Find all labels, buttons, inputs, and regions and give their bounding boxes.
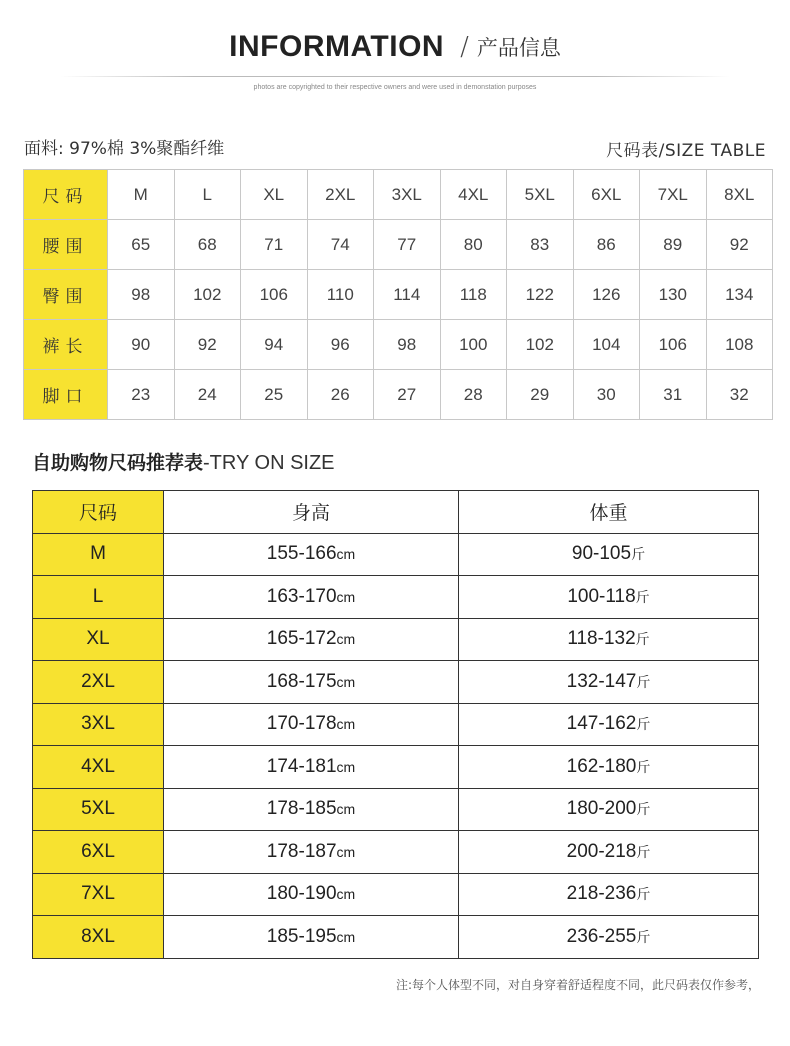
header — [0, 30, 790, 70]
try-on-height — [164, 576, 459, 619]
try-on-row — [33, 533, 759, 576]
size-table-cell: 23 — [108, 370, 175, 420]
height-unit: cm — [336, 928, 356, 945]
size-table-cell: 114 — [374, 270, 441, 320]
size-table-row — [24, 170, 773, 220]
size-table-cell: 26 — [307, 370, 374, 420]
size-table-cell: 65 — [108, 220, 175, 270]
try-on-weight — [459, 703, 759, 746]
size-table-row-label: 腰围 — [24, 220, 108, 270]
weight-value: 180-200 — [566, 798, 637, 820]
size-table-cell: 98 — [108, 270, 175, 320]
try-on-row — [33, 618, 759, 661]
weight-unit: 斤 — [636, 673, 651, 690]
try-on-size: 5XL — [33, 788, 164, 831]
height-value: 185-195 — [266, 925, 337, 947]
try-on-height — [164, 618, 459, 661]
try-on-size: M — [33, 533, 164, 576]
try-on-weight — [459, 661, 759, 704]
size-table-cell: 110 — [307, 270, 374, 320]
size-table-cell: 134 — [706, 270, 773, 320]
size-table-cell: 90 — [108, 320, 175, 370]
size-table-cell: 6XL — [573, 170, 640, 220]
height-value: 170-178 — [266, 713, 337, 735]
size-table-cell: 4XL — [440, 170, 507, 220]
size-table-cell: 80 — [440, 220, 507, 270]
size-table-cell: XL — [241, 170, 308, 220]
try-on-row — [33, 746, 759, 789]
size-table-row-label: 臀围 — [24, 270, 108, 320]
try-on-title-cn: 自助购物尺码推荐表 — [32, 452, 204, 474]
try-on-header-row — [33, 491, 759, 534]
height-value: 178-187 — [266, 840, 337, 862]
size-table-cell: 126 — [573, 270, 640, 320]
height-unit: cm — [336, 886, 356, 903]
try-on-weight — [459, 916, 759, 959]
try-on-height — [164, 916, 459, 959]
size-table-cell: 86 — [573, 220, 640, 270]
try-on-height — [164, 533, 459, 576]
size-table-row — [24, 220, 773, 270]
size-table-cell: 100 — [440, 320, 507, 370]
weight-unit: 斤 — [636, 801, 651, 818]
height-value: 165-172 — [266, 628, 337, 650]
try-on-weight — [459, 873, 759, 916]
height-value: 155-166 — [266, 543, 337, 565]
height-value: 168-175 — [266, 670, 337, 692]
try-on-row — [33, 576, 759, 619]
try-on-column-header: 体重 — [459, 491, 759, 534]
weight-unit: 斤 — [636, 928, 651, 945]
try-on-size: XL — [33, 618, 164, 661]
weight-unit: 斤 — [636, 758, 651, 775]
try-on-height — [164, 746, 459, 789]
weight-value: 200-218 — [566, 840, 637, 862]
try-on-height — [164, 703, 459, 746]
title-separator: / — [460, 32, 469, 62]
height-unit: cm — [336, 631, 356, 648]
try-on-row — [33, 661, 759, 704]
size-table-cell: 118 — [440, 270, 507, 320]
size-table-row-label: 尺码 — [24, 170, 108, 220]
try-on-column-header: 尺码 — [33, 491, 164, 534]
size-table-cell: 106 — [640, 320, 707, 370]
try-on-weight — [459, 831, 759, 874]
size-table-cell: M — [108, 170, 175, 220]
weight-value: 218-236 — [566, 883, 637, 905]
size-table-row-label: 脚口 — [24, 370, 108, 420]
size-table-cell: 27 — [374, 370, 441, 420]
size-table-cell: 98 — [374, 320, 441, 370]
size-table-cell: 74 — [307, 220, 374, 270]
try-on-weight — [459, 746, 759, 789]
size-table-cell: 28 — [440, 370, 507, 420]
try-on-weight — [459, 576, 759, 619]
try-on-height — [164, 788, 459, 831]
size-table-cell: 8XL — [706, 170, 773, 220]
size-table-cell: 108 — [706, 320, 773, 370]
size-table-cell: 29 — [507, 370, 574, 420]
size-table-cell: 2XL — [307, 170, 374, 220]
weight-value: 100-118 — [567, 585, 636, 607]
try-on-height — [164, 831, 459, 874]
size-table-cell: 71 — [241, 220, 308, 270]
height-unit: cm — [336, 673, 356, 690]
weight-unit: 斤 — [635, 588, 650, 605]
try-on-title-en: -TRY ON SIZE — [203, 452, 335, 474]
size-table-cell: 130 — [640, 270, 707, 320]
try-on-row — [33, 916, 759, 959]
weight-value: 118-132 — [567, 628, 636, 650]
weight-unit: 斤 — [636, 843, 651, 860]
weight-value: 236-255 — [566, 925, 637, 947]
size-table-cell: 32 — [706, 370, 773, 420]
try-on-row — [33, 703, 759, 746]
page-title: INFORMATION — [229, 30, 445, 63]
size-table-cell: 102 — [174, 270, 241, 320]
height-unit: cm — [336, 546, 356, 563]
size-table-cell: L — [174, 170, 241, 220]
try-on-height — [164, 873, 459, 916]
copyright-note: photos are copyrighted to their respective owners and were used in demonstation purposes — [253, 84, 537, 91]
size-table-cell: 102 — [507, 320, 574, 370]
size-table-cell: 104 — [573, 320, 640, 370]
size-table-cell: 68 — [174, 220, 241, 270]
height-value: 163-170 — [266, 585, 337, 607]
size-table-row-label: 裤长 — [24, 320, 108, 370]
size-table-cell: 106 — [241, 270, 308, 320]
try-on-weight — [459, 533, 759, 576]
size-table — [23, 169, 773, 420]
try-on-row — [33, 788, 759, 831]
size-table-cell: 83 — [507, 220, 574, 270]
try-on-size: 3XL — [33, 703, 164, 746]
try-on-size: L — [33, 576, 164, 619]
weight-unit: 斤 — [636, 886, 651, 903]
try-on-size: 2XL — [33, 661, 164, 704]
size-table-row — [24, 370, 773, 420]
size-table-cell: 92 — [706, 220, 773, 270]
weight-unit: 斤 — [636, 716, 651, 733]
size-table-cell: 30 — [573, 370, 640, 420]
size-table-row — [24, 270, 773, 320]
height-unit: cm — [336, 588, 356, 605]
weight-value: 162-180 — [566, 755, 637, 777]
try-on-weight — [459, 788, 759, 831]
try-on-size: 6XL — [33, 831, 164, 874]
try-on-row — [33, 831, 759, 874]
size-table-row — [24, 320, 773, 370]
size-table-cell: 31 — [640, 370, 707, 420]
height-unit: cm — [336, 801, 356, 818]
size-table-cell: 77 — [374, 220, 441, 270]
size-table-cell: 3XL — [374, 170, 441, 220]
try-on-weight — [459, 618, 759, 661]
size-table-cell: 92 — [174, 320, 241, 370]
size-table-cell: 7XL — [640, 170, 707, 220]
footnote: 注:每个人体型不同，对自身穿着舒适程度不同，此尺码表仅作参考， — [395, 978, 760, 992]
height-value: 180-190 — [266, 883, 337, 905]
size-table-cell: 24 — [174, 370, 241, 420]
height-unit: cm — [336, 843, 356, 860]
try-on-size: 7XL — [33, 873, 164, 916]
header-divider — [60, 76, 730, 77]
size-table-cell: 122 — [507, 270, 574, 320]
weight-unit: 斤 — [631, 546, 646, 563]
size-table-cell: 5XL — [507, 170, 574, 220]
try-on-table — [32, 490, 759, 959]
size-table-cell: 94 — [241, 320, 308, 370]
size-table-cell: 25 — [241, 370, 308, 420]
height-value: 178-185 — [266, 798, 337, 820]
height-unit: cm — [336, 758, 356, 775]
try-on-column-header: 身高 — [164, 491, 459, 534]
try-on-height — [164, 661, 459, 704]
weight-value: 132-147 — [566, 670, 637, 692]
size-table-title: 尺码表/SIZE TABLE — [606, 141, 766, 161]
size-table-cell: 96 — [307, 320, 374, 370]
page-subtitle: 产品信息 — [476, 36, 561, 60]
weight-unit: 斤 — [635, 631, 650, 648]
height-unit: cm — [336, 716, 356, 733]
weight-value: 147-162 — [566, 713, 637, 735]
try-on-title — [32, 448, 335, 475]
height-value: 174-181 — [266, 755, 337, 777]
size-table-cell: 89 — [640, 220, 707, 270]
try-on-size: 8XL — [33, 916, 164, 959]
weight-value: 90-105 — [571, 543, 632, 565]
try-on-row — [33, 873, 759, 916]
fabric-composition: 面料: 97%棉 3%聚酯纤维 — [24, 139, 225, 159]
try-on-size: 4XL — [33, 746, 164, 789]
